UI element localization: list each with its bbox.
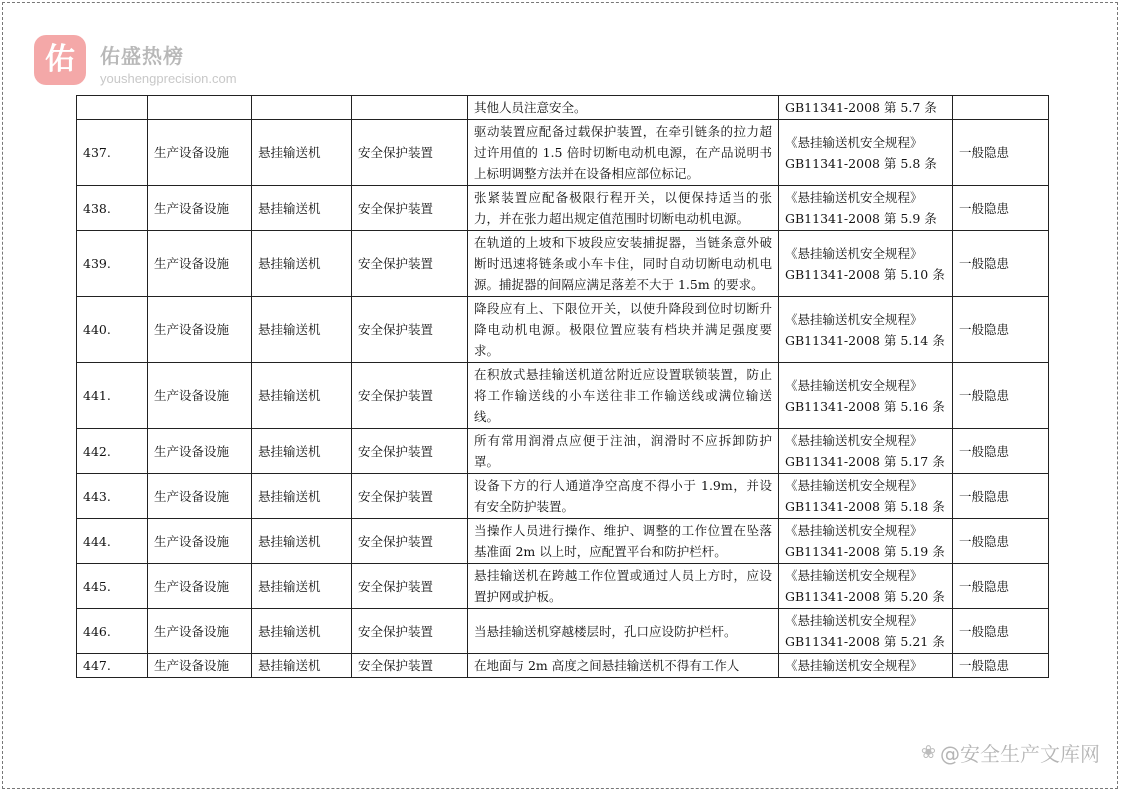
cell-requirement: 在轨道的上坡和下坡段应安装捕捉器，当链条意外破断时迅速将链条或小车卡住，同时自动切断电动机电源。捕捉器的间隔应满足落差不大于 1.5m 的要求。 [468, 231, 779, 297]
cell-level: 一般隐患 [953, 186, 1049, 231]
cell-category: 生产设备设施 [148, 120, 252, 186]
cell-category: 生产设备设施 [148, 231, 252, 297]
cell-no: 438. [77, 186, 148, 231]
cell-basis [779, 429, 953, 474]
table-row [77, 297, 1049, 363]
table-row [77, 96, 1049, 120]
cell-requirement: 张紧装置应配备极限行程开关，以便保持适当的张力，并在张力超出规定值范围时切断电动机电源。 [468, 186, 779, 231]
basis-clause: GB11341-2008 第 5.17 条 [785, 454, 945, 469]
cell-requirement: 其他人员注意安全。 [468, 96, 779, 120]
cell-basis [779, 363, 953, 429]
cell-item: 安全保护装置 [352, 564, 468, 609]
cell-level: 一般隐患 [953, 363, 1049, 429]
paw-icon: ❀ [920, 742, 936, 763]
basis-title: 《悬挂输送机安全规程》 [785, 245, 923, 261]
cell-category: 生产设备设施 [148, 519, 252, 564]
cell-category: 生产设备设施 [148, 363, 252, 429]
cell-category: 生产设备设施 [148, 186, 252, 231]
cell-equipment: 悬挂输送机 [252, 231, 352, 297]
cell-requirement: 所有常用润滑点应便于注油，润滑时不应拆卸防护罩。 [468, 429, 779, 474]
basis-clause: GB11341-2008 第 5.20 条 [785, 589, 945, 604]
basis-clause: GB11341-2008 第 5.19 条 [785, 544, 945, 559]
cell-requirement: 在地面与 2m 高度之间悬挂输送机不得有工作人 [468, 654, 779, 678]
cell-item [352, 96, 468, 120]
basis-title: 《悬挂输送机安全规程》 [785, 613, 923, 628]
table-row [77, 120, 1049, 186]
cell-equipment: 悬挂输送机 [252, 120, 352, 186]
cell-basis [779, 231, 953, 297]
cell-no [77, 96, 148, 120]
cell-category: 生产设备设施 [148, 609, 252, 654]
cell-level: 一般隐患 [953, 519, 1049, 564]
basis-clause: GB11341-2008 第 5.7 条 [785, 100, 937, 115]
cell-level: 一般隐患 [953, 297, 1049, 363]
cell-requirement: 降段应有上、下限位开关，以使升降段到位时切断升降电动机电源。极限位置应装有档块并满足强度要求。 [468, 297, 779, 363]
basis-title: 《悬挂输送机安全规程》 [785, 568, 923, 583]
cell-item: 安全保护装置 [352, 609, 468, 654]
table-row [77, 654, 1049, 678]
basis-title: 《悬挂输送机安全规程》 [785, 523, 923, 538]
basis-title: 《悬挂输送机安全规程》 [785, 433, 923, 448]
basis-clause: GB11341-2008 第 5.18 条 [785, 499, 945, 514]
cell-item: 安全保护装置 [352, 474, 468, 519]
cell-level: 一般隐患 [953, 654, 1049, 678]
cell-category: 生产设备设施 [148, 297, 252, 363]
cell-category: 生产设备设施 [148, 429, 252, 474]
cell-requirement: 在积放式悬挂输送机道岔附近应设置联锁装置，防止将工作输送线的小车送往非工作输送线或满位输送线。 [468, 363, 779, 429]
basis-clause: GB11341-2008 第 5.10 条 [785, 266, 945, 282]
cell-equipment: 悬挂输送机 [252, 519, 352, 564]
cell-level: 一般隐患 [953, 474, 1049, 519]
cell-item: 安全保护装置 [352, 363, 468, 429]
watermark [921, 738, 1100, 767]
basis-clause: GB11341-2008 第 5.14 条 [785, 332, 945, 348]
cell-item: 安全保护装置 [352, 231, 468, 297]
basis-title: 《悬挂输送机安全规程》 [785, 134, 923, 150]
table-row [77, 429, 1049, 474]
cell-basis [779, 654, 953, 678]
cell-no: 437. [77, 120, 148, 186]
cell-level: 一般隐患 [953, 564, 1049, 609]
cell-requirement: 设备下方的行人通道净空高度不得小于 1.9m，并设有安全防护装置。 [468, 474, 779, 519]
basis-title: 《悬挂输送机安全规程》 [785, 658, 923, 673]
cell-equipment: 悬挂输送机 [252, 363, 352, 429]
cell-equipment: 悬挂输送机 [252, 609, 352, 654]
table-row [77, 519, 1049, 564]
cell-basis [779, 297, 953, 363]
cell-category: 生产设备设施 [148, 564, 252, 609]
cell-category: 生产设备设施 [148, 654, 252, 678]
cell-level: 一般隐患 [953, 231, 1049, 297]
cell-requirement: 驱动装置应配备过载保护装置，在牵引链条的拉力超过许用值的 1.5 倍时切断电动机电源，在产品说明书上标明调整方法并在设备相应部位标记。 [468, 120, 779, 186]
table-row [77, 474, 1049, 519]
cell-item: 安全保护装置 [352, 120, 468, 186]
cell-item: 安全保护装置 [352, 297, 468, 363]
basis-title: 《悬挂输送机安全规程》 [785, 478, 923, 493]
cell-equipment: 悬挂输送机 [252, 429, 352, 474]
cell-basis [779, 186, 953, 231]
basis-title: 《悬挂输送机安全规程》 [785, 377, 923, 393]
cell-no: 439. [77, 231, 148, 297]
cell-item: 安全保护装置 [352, 186, 468, 231]
cell-basis [779, 564, 953, 609]
table-row [77, 609, 1049, 654]
cell-no: 446. [77, 609, 148, 654]
cell-basis [779, 474, 953, 519]
cell-requirement: 悬挂输送机在跨越工作位置或通过人员上方时，应设置护网或护板。 [468, 564, 779, 609]
cell-no: 440. [77, 297, 148, 363]
cell-equipment: 悬挂输送机 [252, 186, 352, 231]
basis-title: 《悬挂输送机安全规程》 [785, 190, 923, 205]
watermark-text: @安全生产文库网 [940, 742, 1100, 766]
cell-no: 444. [77, 519, 148, 564]
brand-url: youshengprecision.com [100, 71, 237, 86]
cell-category: 生产设备设施 [148, 474, 252, 519]
cell-item: 安全保护装置 [352, 429, 468, 474]
cell-no: 442. [77, 429, 148, 474]
cell-no: 447. [77, 654, 148, 678]
cell-equipment: 悬挂输送机 [252, 297, 352, 363]
table-row [77, 231, 1049, 297]
basis-clause: GB11341-2008 第 5.21 条 [785, 634, 945, 649]
basis-title: 《悬挂输送机安全规程》 [785, 311, 923, 327]
cell-category [148, 96, 252, 120]
cell-level: 一般隐患 [953, 609, 1049, 654]
hazard-table-body [77, 96, 1049, 678]
cell-item: 安全保护装置 [352, 519, 468, 564]
table-row [77, 186, 1049, 231]
basis-clause: GB11341-2008 第 5.8 条 [785, 155, 937, 171]
cell-basis [779, 519, 953, 564]
hazard-table [76, 95, 1049, 678]
cell-no: 443. [77, 474, 148, 519]
cell-no: 445. [77, 564, 148, 609]
basis-clause: GB11341-2008 第 5.16 条 [785, 398, 945, 414]
cell-basis [779, 120, 953, 186]
cell-item: 安全保护装置 [352, 654, 468, 678]
cell-basis [779, 96, 953, 120]
cell-equipment: 悬挂输送机 [252, 474, 352, 519]
brand-name: 佑盛热榜 [100, 44, 184, 68]
cell-requirement: 当悬挂输送机穿越楼层时，孔口应设防护栏杆。 [468, 609, 779, 654]
cell-no: 441. [77, 363, 148, 429]
cell-level: 一般隐患 [953, 429, 1049, 474]
table-row [77, 363, 1049, 429]
cell-requirement: 当操作人员进行操作、维护、调整的工作位置在坠落基准面 2m 以上时，应配置平台和防护栏杆。 [468, 519, 779, 564]
cell-equipment: 悬挂输送机 [252, 564, 352, 609]
cell-basis [779, 609, 953, 654]
basis-clause: GB11341-2008 第 5.9 条 [785, 211, 937, 226]
cell-level: 一般隐患 [953, 120, 1049, 186]
table-row [77, 564, 1049, 609]
cell-equipment [252, 96, 352, 120]
cell-level [953, 96, 1049, 120]
brand-logo-icon: 佑 [34, 35, 86, 85]
cell-equipment: 悬挂输送机 [252, 654, 352, 678]
